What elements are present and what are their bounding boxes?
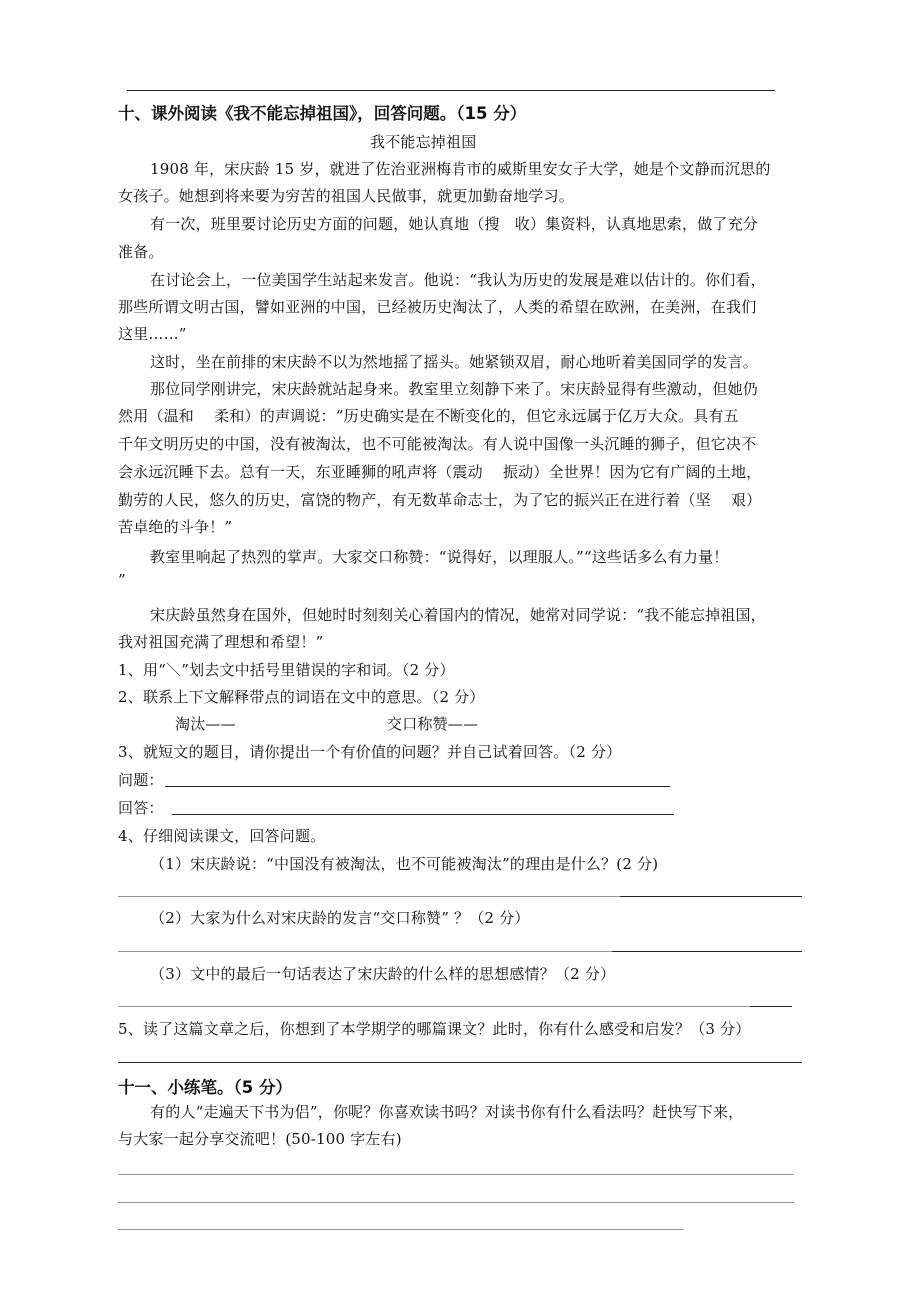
passage-line: 教室里响起了热烈的掌声。大家交口称赞：“说得好，以理服人。”“这些话多么有力量！ (150, 548, 729, 566)
section-11-line: 有的人“走遍天下书为侣”，你呢？你喜欢读书吗？对读书你有什么看法吗？赶快写下来， (150, 1103, 744, 1121)
passage-line: 宋庆龄虽然身在国外，但她时时刻刻关心着国内的情况，她常对同学说：“我不能忘掉祖国， (150, 606, 766, 624)
passage-line: 苦卓绝的斗争！” (118, 518, 233, 536)
question-5: 5、读了这篇文章之后，你想到了本学期学的哪篇课文？此时，你有什么感受和启发？（3 分） (118, 1020, 751, 1038)
question-4-2: （2）大家为什么对宋庆龄的发言“交口称赞” ？（2 分） (150, 909, 530, 927)
question-3-question-field[interactable] (165, 786, 670, 787)
passage-line: 1908 年，宋庆龄 15 岁，就进了佐治亚洲梅肯市的威斯里安女子大学，她是个文静而沉思的 (150, 160, 771, 178)
question-2: 2、联系上下文解释带点的词语在文中的意思。（2 分） (118, 688, 485, 706)
passage-line: 勤劳的人民，悠久的历史，富饶的物产，有无数革命志士，为了它的振兴正在进行着（坚 艰） (118, 491, 762, 509)
question-4-1: （1）宋庆龄说：“中国没有被淘汰，也不可能被淘汰”的理由是什么？(2 分) (150, 855, 659, 873)
passage-line: 女孩子。她想到将来要为穷苦的祖国人民做事，就更加勤奋地学习。 (118, 187, 575, 205)
question-4: 4、仔细阅读课文，回答问题。 (118, 827, 326, 845)
question-3: 3、就短文的题目，请你提出一个有价值的问题？并自己试着回答。（2 分） (118, 743, 622, 761)
question-4-1-answer-line[interactable] (118, 896, 620, 897)
section-10-heading: 十、课外阅读《我不能忘掉祖国》，回答问题。（15 分） (118, 104, 527, 123)
question-4-2-answer-line[interactable] (118, 951, 612, 952)
question-4-3: （3）文中的最后一句话表达了宋庆龄的什么样的思想感情？（2 分） (150, 965, 616, 983)
passage-line: 准备。 (118, 243, 164, 261)
question-4-1-answer-line-end (620, 896, 802, 897)
question-3-question-label: 问题： (118, 771, 164, 789)
passage-line: 有一次，班里要讨论历史方面的问题，她认真地（搜 收）集资料，认真地思索，做了充分 (150, 215, 759, 233)
top-divider (127, 90, 775, 91)
section-11-heading: 十一、小练笔。（5 分） (118, 1078, 292, 1097)
passage-line: 在讨论会上，一位美国学生站起来发言。他说：“我认为历史的发展是难以估计的。你们看， (150, 271, 766, 289)
writing-line[interactable] (118, 1202, 794, 1203)
passage-line: 千年文明历史的中国，没有被淘汰，也不可能被淘汰。有人说中国像一头沉睡的狮子，但它决不 (118, 435, 757, 453)
passage-line: ” (118, 571, 126, 589)
passage-line: 我对祖国充满了理想和希望！” (118, 633, 324, 651)
question-2-term-1: 淘汰—— (175, 715, 236, 733)
question-5-answer-line[interactable] (118, 1062, 802, 1063)
passage-line: 那位同学刚讲完，宋庆龄就站起身来。教室里立刻静下来了。宋庆龄显得有些激动，但她仍 (150, 380, 759, 398)
question-4-2-answer-line-end (612, 951, 802, 952)
question-3-answer-field[interactable] (172, 814, 674, 815)
question-4-3-answer-line-end (750, 1006, 792, 1007)
passage-line: 会永远沉睡下去。总有一天，东亚睡狮的吼声将（震动 振动）全世界！因为它有广阔的土地， (118, 463, 762, 481)
writing-line[interactable] (118, 1229, 684, 1230)
question-3-answer-label: 回答： (118, 799, 164, 817)
passage-title: 我不能忘掉祖国 (370, 133, 477, 151)
question-4-3-answer-line[interactable] (118, 1006, 750, 1007)
question-2-term-2: 交口称赞—— (387, 715, 479, 733)
passage-line: 这里……” (118, 325, 187, 343)
passage-line: 这时，坐在前排的宋庆龄不以为然地摇了摇头。她紧锁双眉，耐心地听着美国同学的发言。 (150, 353, 759, 371)
writing-line[interactable] (118, 1174, 794, 1175)
passage-line: 然用（温和 柔和）的声调说：“历史确实是在不断变化的，但它永远属于亿万大众。具有五 (118, 407, 739, 425)
passage-line: 那些所谓文明古国，譬如亚洲的中国，已经被历史淘汰了，人类的希望在欧洲，在美洲，在我们 (118, 298, 757, 316)
section-11-line: 与大家一起分享交流吧！(50-100 字左右) (118, 1130, 402, 1148)
question-1: 1、用“＼”划去文中括号里错误的字和词。（2 分） (118, 661, 455, 679)
